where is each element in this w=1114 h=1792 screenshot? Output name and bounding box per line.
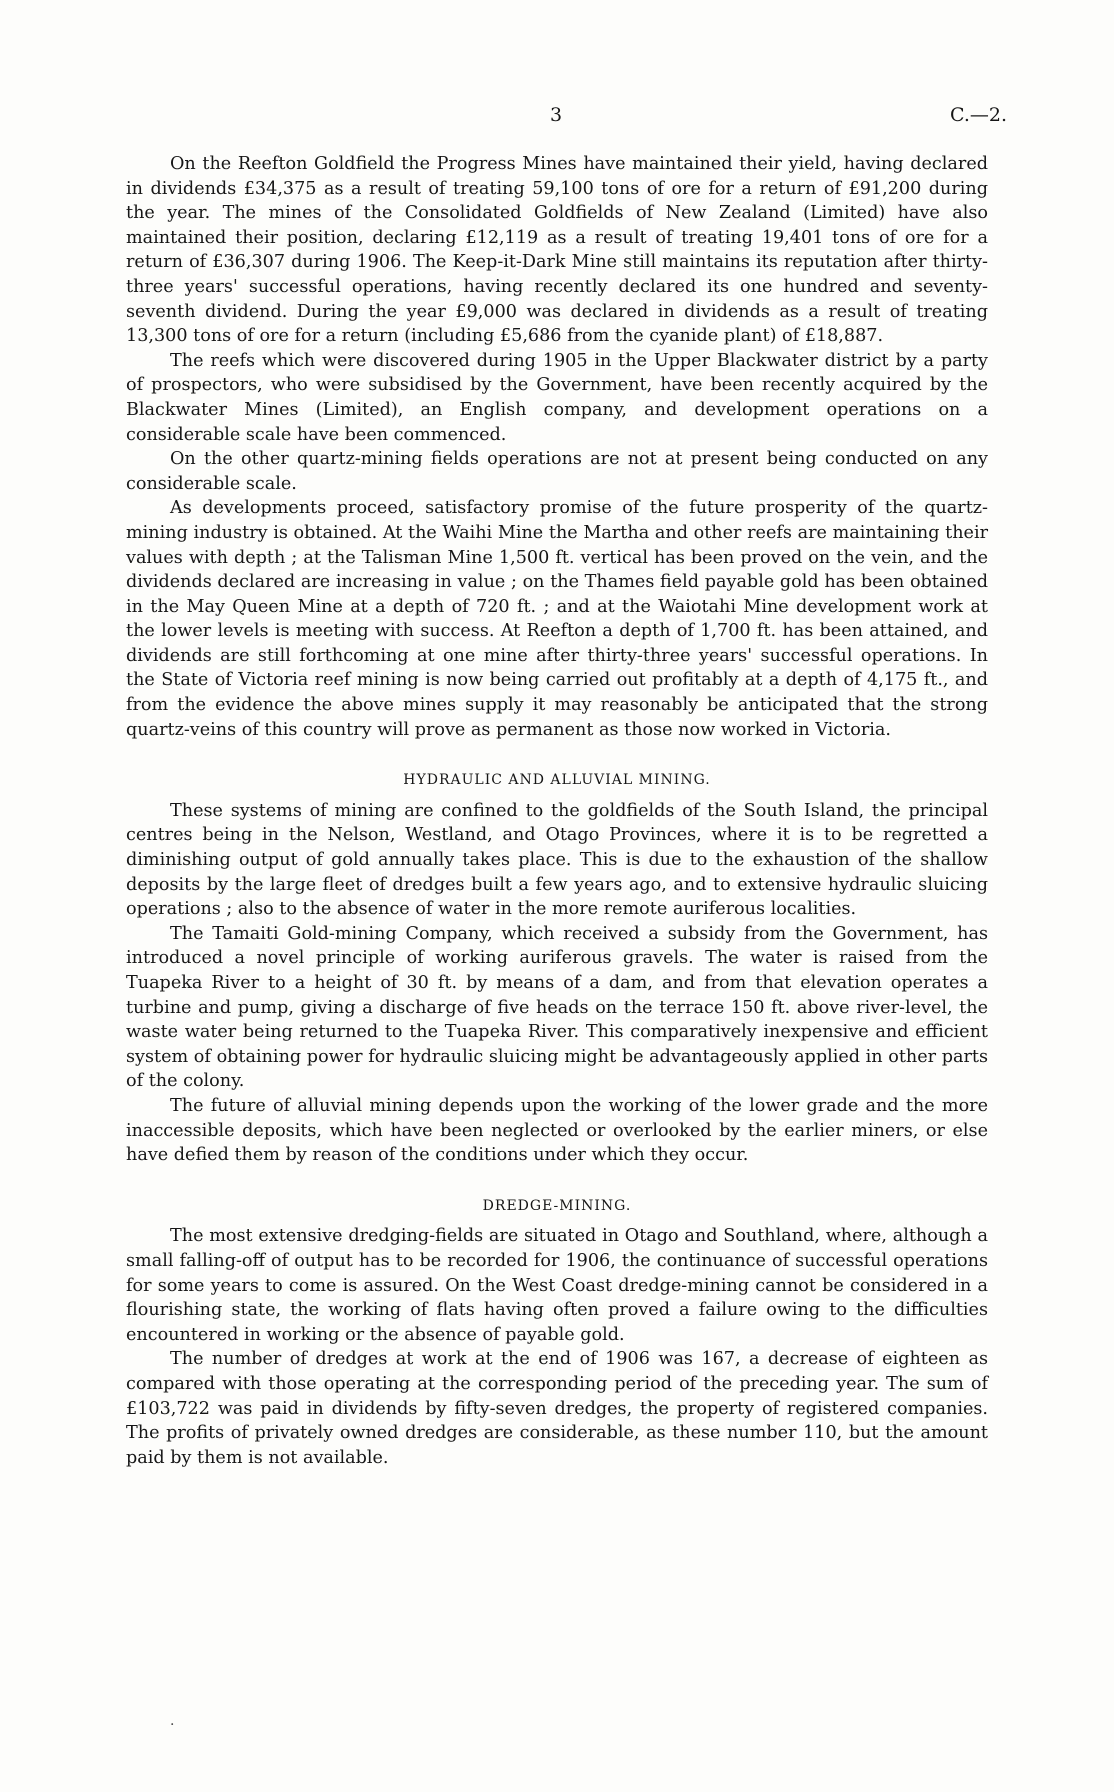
paragraph-other-quartz-fields: On the other quartz-mining fields operations are not at present being conducted on any considerable scale. [126,449,988,494]
paragraph-alluvial-future: The future of alluvial mining depends upon the working of the lower grade and the more inaccessible deposits, which have been neglected or overlooked by the earlier miners, or else have defied them by reason of the conditions under which they occur. [126,1095,988,1166]
paragraph-upper-blackwater: The reefs which were discovered during 1905 in the Upper Blackwater district by a party of prospectors, who were subsidised by the Government, have been recently acquired by the Blackwater Mines (Limited), an English company, and development operations on a considerable scale have been commenced. [126,350,988,445]
page-number: 3 [550,104,563,126]
paragraph-tamaiti-company: The Tamaiti Gold-mining Company, which received a subsidy from the Government, has introduced a novel principle of working auriferous gravels. The water is raised from the Tuapeka River to a height of 30 ft. by means of a dam, and from that elevation operates a turbine and pump, giving a discharge of five heads on the terrace 150 ft. above river-level, the waste water being returned to the Tuapeka River. This comparatively inexpensive and efficient system of obtaining power for hydraulic sluicing might be advantageously applied in other parts of the colony. [126,923,988,1092]
heading-dredge-mining: DREDGE-MINING. [482,1197,632,1214]
margin-mark: · [170,1717,175,1733]
paragraph-south-island-systems: These systems of mining are confined to the goldfields of the South Island, the principal centres being in the Nelson, Westland, and Otago Provinces, where it is to be regretted a diminishing output of gold annually takes place. This is due to the exhaustion of the shallow deposits by the large fleet of dredges built a few years ago, and to extensive hydraulic sluicing operations ; also to the absence of water in the more remote auriferous localities. [126,800,988,920]
paragraph-quartz-developments: As developments proceed, satisfactory promise of the future prosperity of the quartz-mining industry is obtained. At the Waihi Mine the Martha and other reefs are maintaining their values with depth ; at the Talisman Mine 1,500 ft. vertical has been proved on the vein, and the dividends declared are increasing in value ; on the Thames field payable gold has been obtained in the May Queen Mine at a depth of 720 ft. ; and at the Waiotahi Mine development work at the lower levels is meeting with success. At Reefton a depth of 1,700 ft. has been attained, and dividends are still forthcoming at one mine after thirty-three years' successful operations. In the State of Victoria reef mining is now being carried out profitably at a depth of 4,175 ft., and from the evidence the above mines supply it may reasonably be anticipated that the strong quartz-veins of this country will prove as permanent as those now worked in Victoria. [126,498,988,740]
heading-hydraulic-alluvial-mining: HYDRAULIC AND ALLUVIAL MINING. [403,772,711,789]
paragraph-dredge-count: The number of dredges at work at the end of 1906 was 167, a decrease of eighteen as compared with those operating at the corresponding period of the preceding year. The sum of £103,722 was paid in dividends by fifty-seven dredges, the property of registered companies. The profits of privately owned dredges are considerable, as these number 110, but the amount paid by them is not available. [126,1349,988,1468]
paragraph-dredging-fields: The most extensive dredging-fields are situated in Otago and Southland, where, although a small falling-off of output has to be recorded for 1906, the continuance of successful operations for some years to come is assured. On the West Coast dredge-mining cannot be considered in a flourishing state, the working of flats having often proved a failure owing to the difficulties encountered in working or the absence of payable gold. [126,1226,988,1345]
running-head [0,104,1114,128]
document-code: C.—2. [950,104,1008,126]
body-text [126,152,988,1470]
paragraph-reefton-goldfield: On the Reefton Goldfield the Progress Mines have maintained their yield, having declared in dividends £34,375 as a result of treating 59,100 tons of ore for a return of £91,200 during the year. The mines of the Consolidated Goldfields of New Zealand (Limited) have also maintained their position, declaring £12,119 as a result of treating 19,401 tons of ore for a return of £36,307 during 1906. The Keep-it-Dark Mine still maintains its reputation after thirty-three years' successful operations, having recently declared its one hundred and seventy-seventh dividend. During the year £9,000 was declared in dividends as a result of treating 13,300 tons of ore for a return (including £5,686 from the cyanide plant) of £18,887. [126,154,988,347]
